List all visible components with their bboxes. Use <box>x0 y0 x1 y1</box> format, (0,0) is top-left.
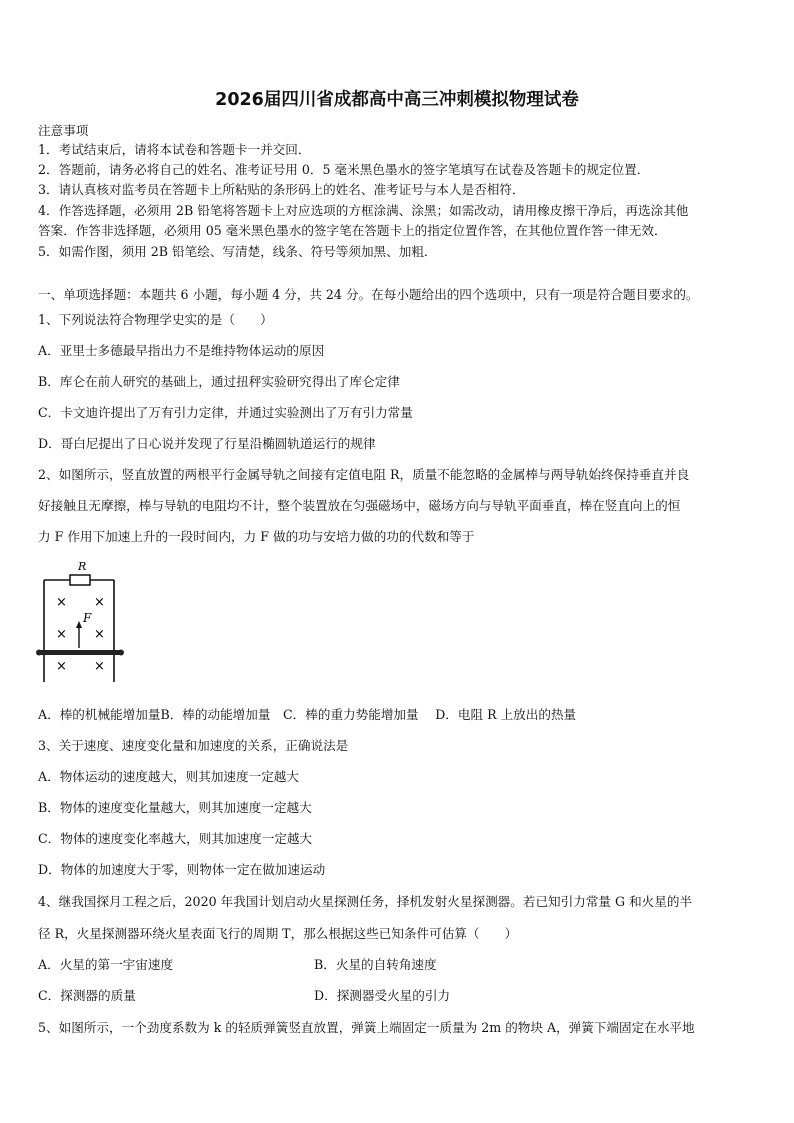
question-2-options: A．棒的机械能增加量B．棒的动能增加量 C．棒的重力势能增加量 D．电阻 R 上放出的热量 <box>38 707 577 722</box>
field-cross: × <box>94 627 105 642</box>
notice-item: 2．答题前，请务必将自己的姓名、准考证号用 0．5 毫米黑色墨水的签字笔填写在试卷及答题卡的规定位置． <box>38 162 650 177</box>
question-1-option-c: C．卡文迪许提出了万有引力定律，并通过实验测出了万有引力常量 <box>38 405 413 420</box>
notice-item: 3．请认真核对监考员在答题卡上所粘贴的条形码上的姓名、准考证号与本人是否相符． <box>38 182 525 197</box>
rail-resistor-figure <box>34 558 126 684</box>
question-4-option-b: B．火星的自转角速度 <box>314 957 437 972</box>
section-heading: 一、单项选择题：本题共 6 小题，每小题 4 分，共 24 分。在每小题给出的四个选项中，只有一项是符合题目要求的。 <box>38 287 699 302</box>
question-3-option-a: A．物体运动的速度越大，则其加速度一定越大 <box>38 769 299 784</box>
question-1-option-d: D．哥白尼提出了日心说并发现了行星沿椭圆轨道运行的规律 <box>38 436 376 451</box>
question-1-option-a: A．亚里士多德最早指出力不是维持物体运动的原因 <box>38 343 325 358</box>
question-2-stem: 力 F 作用下加速上升的一段时间内，力 F 做的功与安培力做的功的代数和等于 <box>38 529 475 544</box>
field-cross: × <box>56 627 67 642</box>
resistor-symbol <box>70 575 90 585</box>
field-cross: × <box>94 595 105 610</box>
notice-item: 1．考试结束后，请将本试卷和答题卡一并交回． <box>38 142 311 157</box>
metal-rod <box>38 650 122 655</box>
field-cross: × <box>56 659 67 674</box>
notice-heading: 注意事项 <box>38 123 89 138</box>
question-4-option-c: C．探测器的质量 <box>38 988 136 1003</box>
field-cross: × <box>56 595 67 610</box>
question-3-option-d: D．物体的加速度大于零，则物体一定在做加速运动 <box>38 862 326 877</box>
question-3-stem: 3、关于速度、速度变化量和加速度的关系，正确说法是 <box>38 738 349 753</box>
question-4-option-a: A．火星的第一宇宙速度 <box>38 957 174 972</box>
notice-item: 5．如需作图，须用 2B 铅笔绘、写清楚，线条、符号等须加黑、加粗． <box>38 244 437 259</box>
exam-title: 2026届四川省成都高中高三冲刺模拟物理试卷 <box>215 90 579 110</box>
question-4-stem: 径 R，火星探测器环绕火星表面飞行的周期 T，那么根据这些已知条件可估算（ ） <box>38 926 518 941</box>
question-4-option-d: D．探测器受火星的引力 <box>314 988 451 1003</box>
question-2-stem: 好接触且无摩擦，棒与导轨的电阻均不计，整个装置放在匀强磁场中，磁场方向与导轨平面垂直，棒在竖直向上的恒 <box>38 498 681 513</box>
notice-item: 4．作答选择题，必须用 2B 铅笔将答题卡上对应选项的方框涂满、涂黑；如需改动，请用橡皮擦干净后，再选涂其他 <box>38 203 689 218</box>
question-1-option-b: B．库仑在前人研究的基础上，通过扭秤实验研究得出了库仑定律 <box>38 374 400 389</box>
field-cross: × <box>94 659 105 674</box>
question-3-option-c: C．物体的速度变化率越大，则其加速度一定越大 <box>38 831 313 846</box>
notice-item: 答案．作答非选择题，必须用 05 毫米黑色墨水的签字笔在答题卡上的指定位置作答，在其他位置作答一律无效． <box>38 223 667 238</box>
question-1-stem: 1、下列说法符合物理学史实的是（ ） <box>38 312 273 327</box>
question-3-option-b: B．物体的速度变化量越大，则其加速度一定越大 <box>38 800 312 815</box>
question-2-stem: 2、如图所示，竖直放置的两根平行金属导轨之间接有定值电阻 R，质量不能忽略的金属棒与两导轨始终保持垂直并良 <box>38 467 690 482</box>
question-4-stem: 4、继我国探月工程之后，2020 年我国计划启动火星探测任务，择机发射火星探测器。若已知引力常量 G 和火星的半 <box>38 894 693 909</box>
question-5-stem: 5、如图所示，一个劲度系数为 k 的轻质弹簧竖直放置，弹簧上端固定一质量为 2m 的物块 A，弹簧下端固定在水平地 <box>38 1020 695 1035</box>
force-label: F <box>83 611 92 625</box>
resistor-label: R <box>78 560 87 573</box>
